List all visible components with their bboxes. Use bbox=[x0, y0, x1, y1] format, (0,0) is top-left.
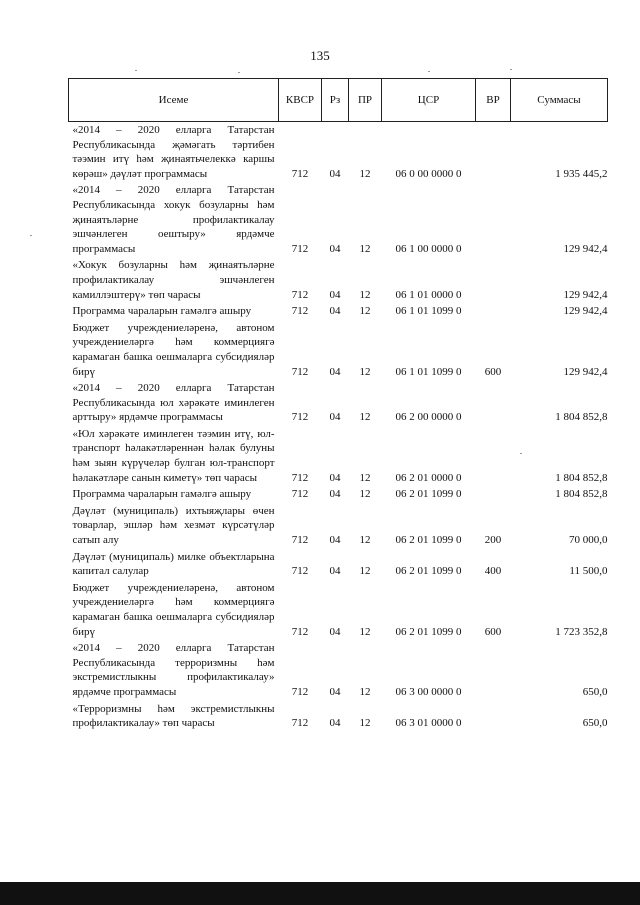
budget-table bbox=[68, 78, 608, 732]
row-csr: 06 1 01 1099 0 bbox=[395, 305, 462, 318]
row-sum: 1 804 852,8 bbox=[555, 488, 608, 501]
row-csr: 06 1 00 0000 0 bbox=[395, 242, 462, 255]
row-pr: 12 bbox=[359, 288, 371, 301]
row-rz: 04 bbox=[329, 488, 341, 501]
row-pr: 12 bbox=[359, 305, 371, 318]
row-vr: 600 bbox=[484, 365, 502, 378]
row-csr: 06 1 01 1099 0 bbox=[395, 365, 462, 378]
row-vr bbox=[476, 640, 511, 700]
row-sum: 1 935 445,2 bbox=[555, 167, 608, 180]
row-pr: 12 bbox=[359, 685, 371, 698]
table-row bbox=[69, 640, 608, 700]
row-csr: 06 1 01 0000 0 bbox=[395, 288, 462, 301]
scan-bottom-edge bbox=[0, 882, 640, 905]
row-pr: 12 bbox=[359, 471, 371, 484]
row-pr: 12 bbox=[359, 625, 371, 638]
row-sum: 129 942,4 bbox=[563, 288, 608, 301]
row-csr: 06 2 01 1099 0 bbox=[395, 488, 462, 501]
row-name: «Хокук бозуларны һәм җинаятьләрне профилактикалау эшчәнлеген камиллэштерү» төп чарасы bbox=[72, 259, 275, 301]
row-kvsr: 712 bbox=[291, 685, 309, 698]
row-vr bbox=[476, 257, 511, 303]
row-pr: 12 bbox=[359, 717, 371, 730]
row-sum: 11 500,0 bbox=[569, 565, 608, 578]
row-kvsr: 712 bbox=[291, 488, 309, 501]
table-row bbox=[69, 257, 608, 303]
row-rz: 04 bbox=[329, 167, 341, 180]
row-pr: 12 bbox=[359, 167, 371, 180]
column-header-pr: ПР bbox=[349, 79, 382, 122]
row-csr: 06 2 01 1099 0 bbox=[395, 534, 462, 547]
row-sum: 129 942,4 bbox=[563, 305, 608, 318]
row-sum: 650,0 bbox=[582, 685, 608, 698]
table-row bbox=[69, 122, 608, 183]
row-kvsr: 712 bbox=[291, 625, 309, 638]
row-name: Дәүләт (муниципаль) милке объектларына капитал салулар bbox=[72, 550, 275, 578]
row-name: «Юл хәрәкәте иминлеген тәэмин итү, юл-транспорт һәлакәтләреннән һәлак булуны һәм зыян күрүчеләр булган юл-транспорт һәлакәтләре санын киметү» төп чарасы bbox=[72, 427, 275, 484]
row-csr: 06 2 01 1099 0 bbox=[395, 565, 462, 578]
row-vr bbox=[476, 182, 511, 257]
row-sum: 70 000,0 bbox=[569, 534, 608, 547]
table-row bbox=[69, 701, 608, 732]
row-pr: 12 bbox=[359, 242, 371, 255]
row-kvsr: 712 bbox=[291, 534, 309, 547]
row-pr: 12 bbox=[359, 534, 371, 547]
row-sum: 1 804 852,8 bbox=[555, 471, 608, 484]
row-vr bbox=[476, 303, 511, 320]
row-vr: 200 bbox=[484, 534, 502, 547]
scan-speck bbox=[30, 235, 32, 236]
row-pr: 12 bbox=[359, 488, 371, 501]
row-csr: 06 3 01 0000 0 bbox=[395, 717, 462, 730]
row-kvsr: 712 bbox=[291, 565, 309, 578]
row-name: «2014 – 2020 елларга Татарстан Республикасында хокук бозуларны һәм җинаятьләрне профилактикалау эшчәнлеген оештыру» ярдәмче программасы bbox=[72, 184, 275, 255]
row-sum: 1 804 852,8 bbox=[555, 411, 608, 424]
row-name: Программа чараларын гамәлгә ашыру bbox=[72, 305, 252, 318]
row-csr: 06 0 00 0000 0 bbox=[395, 167, 462, 180]
row-csr: 06 2 01 0000 0 bbox=[395, 471, 462, 484]
row-name: Программа чараларын гамәлгә ашыру bbox=[72, 488, 252, 501]
row-vr bbox=[476, 486, 511, 503]
row-rz: 04 bbox=[329, 565, 341, 578]
row-rz: 04 bbox=[329, 685, 341, 698]
row-rz: 04 bbox=[329, 471, 341, 484]
row-rz: 04 bbox=[329, 305, 341, 318]
row-rz: 04 bbox=[329, 625, 341, 638]
row-rz: 04 bbox=[329, 717, 341, 730]
row-vr bbox=[476, 122, 511, 183]
row-name: Бюджет учреждениеләренә, автоном учреждениеләргә һәм коммерциягә карамаган башка оешмаларга субсидияләр бирү bbox=[72, 321, 275, 378]
row-kvsr: 712 bbox=[291, 167, 309, 180]
row-kvsr: 712 bbox=[291, 411, 309, 424]
row-name: «2014 – 2020 елларга Татарстан Республикасында юл хәрәкәте иминлеген арттыру» ярдәмче программасы bbox=[72, 382, 275, 424]
table-row bbox=[69, 380, 608, 426]
column-header-name: Исеме bbox=[69, 79, 279, 122]
row-kvsr: 712 bbox=[291, 242, 309, 255]
row-pr: 12 bbox=[359, 565, 371, 578]
row-kvsr: 712 bbox=[291, 288, 309, 301]
row-kvsr: 712 bbox=[291, 717, 309, 730]
row-sum: 1 723 352,8 bbox=[555, 625, 608, 638]
table-row bbox=[69, 303, 608, 320]
row-rz: 04 bbox=[329, 365, 341, 378]
row-csr: 06 2 00 0000 0 bbox=[395, 411, 462, 424]
row-vr: 600 bbox=[484, 625, 502, 638]
table-row bbox=[69, 486, 608, 503]
column-header-sum: Суммасы bbox=[511, 79, 608, 122]
row-rz: 04 bbox=[329, 242, 341, 255]
table-row bbox=[69, 320, 608, 380]
table-row bbox=[69, 182, 608, 257]
row-name: «2014 – 2020 елларга Татарстан Республикасында җәмәгать тәртибен тәэмин итү һәм җинаятьчелеккә каршы көрәш» дәүләт программасы bbox=[72, 124, 275, 180]
row-name: «Терроризмны һәм экстремистлыкны профилактикалау» төп чарасы bbox=[72, 702, 275, 730]
table-header-row bbox=[69, 79, 608, 122]
row-name: «2014 – 2020 елларга Татарстан Республикасында терроризмны һәм экстремистлыкны профилактикалау» ярдәмче программасы bbox=[72, 642, 275, 698]
row-sum: 650,0 bbox=[582, 717, 608, 730]
scan-speck bbox=[238, 72, 240, 73]
row-name: Бюджет учреждениеләренә, автоном учреждениеләргә һәм коммерциягә карамаган башка оешмаларга субсидияләр бирү bbox=[72, 581, 275, 638]
column-header-kvsr: КВСР bbox=[279, 79, 322, 122]
row-vr bbox=[476, 380, 511, 426]
row-sum: 129 942,4 bbox=[563, 365, 608, 378]
table-row bbox=[69, 580, 608, 640]
column-header-csr: ЦСР bbox=[382, 79, 476, 122]
row-csr: 06 2 01 1099 0 bbox=[395, 625, 462, 638]
row-rz: 04 bbox=[329, 534, 341, 547]
table-row bbox=[69, 426, 608, 486]
table-row bbox=[69, 503, 608, 549]
row-kvsr: 712 bbox=[291, 365, 309, 378]
row-kvsr: 712 bbox=[291, 305, 309, 318]
page-number: 135 bbox=[310, 48, 330, 63]
row-vr: 400 bbox=[484, 565, 502, 578]
scan-speck bbox=[510, 69, 512, 70]
column-header-vr: ВР bbox=[476, 79, 511, 122]
row-vr bbox=[476, 426, 511, 486]
row-rz: 04 bbox=[329, 411, 341, 424]
column-header-rz: Рз bbox=[322, 79, 349, 122]
row-name: Дәүләт (муниципаль) ихтыяҗлары өчен товарлар, эшләр һәм хезмәт күрсәтүләр сатып алу bbox=[72, 504, 275, 547]
row-pr: 12 bbox=[359, 365, 371, 378]
row-kvsr: 712 bbox=[291, 471, 309, 484]
scan-speck bbox=[428, 71, 430, 72]
row-csr: 06 3 00 0000 0 bbox=[395, 685, 462, 698]
scan-speck bbox=[135, 70, 137, 71]
row-pr: 12 bbox=[359, 411, 371, 424]
row-sum: 129 942,4 bbox=[563, 242, 608, 255]
table-row bbox=[69, 549, 608, 580]
row-rz: 04 bbox=[329, 288, 341, 301]
row-vr bbox=[476, 701, 511, 732]
scan-speck bbox=[520, 453, 522, 454]
